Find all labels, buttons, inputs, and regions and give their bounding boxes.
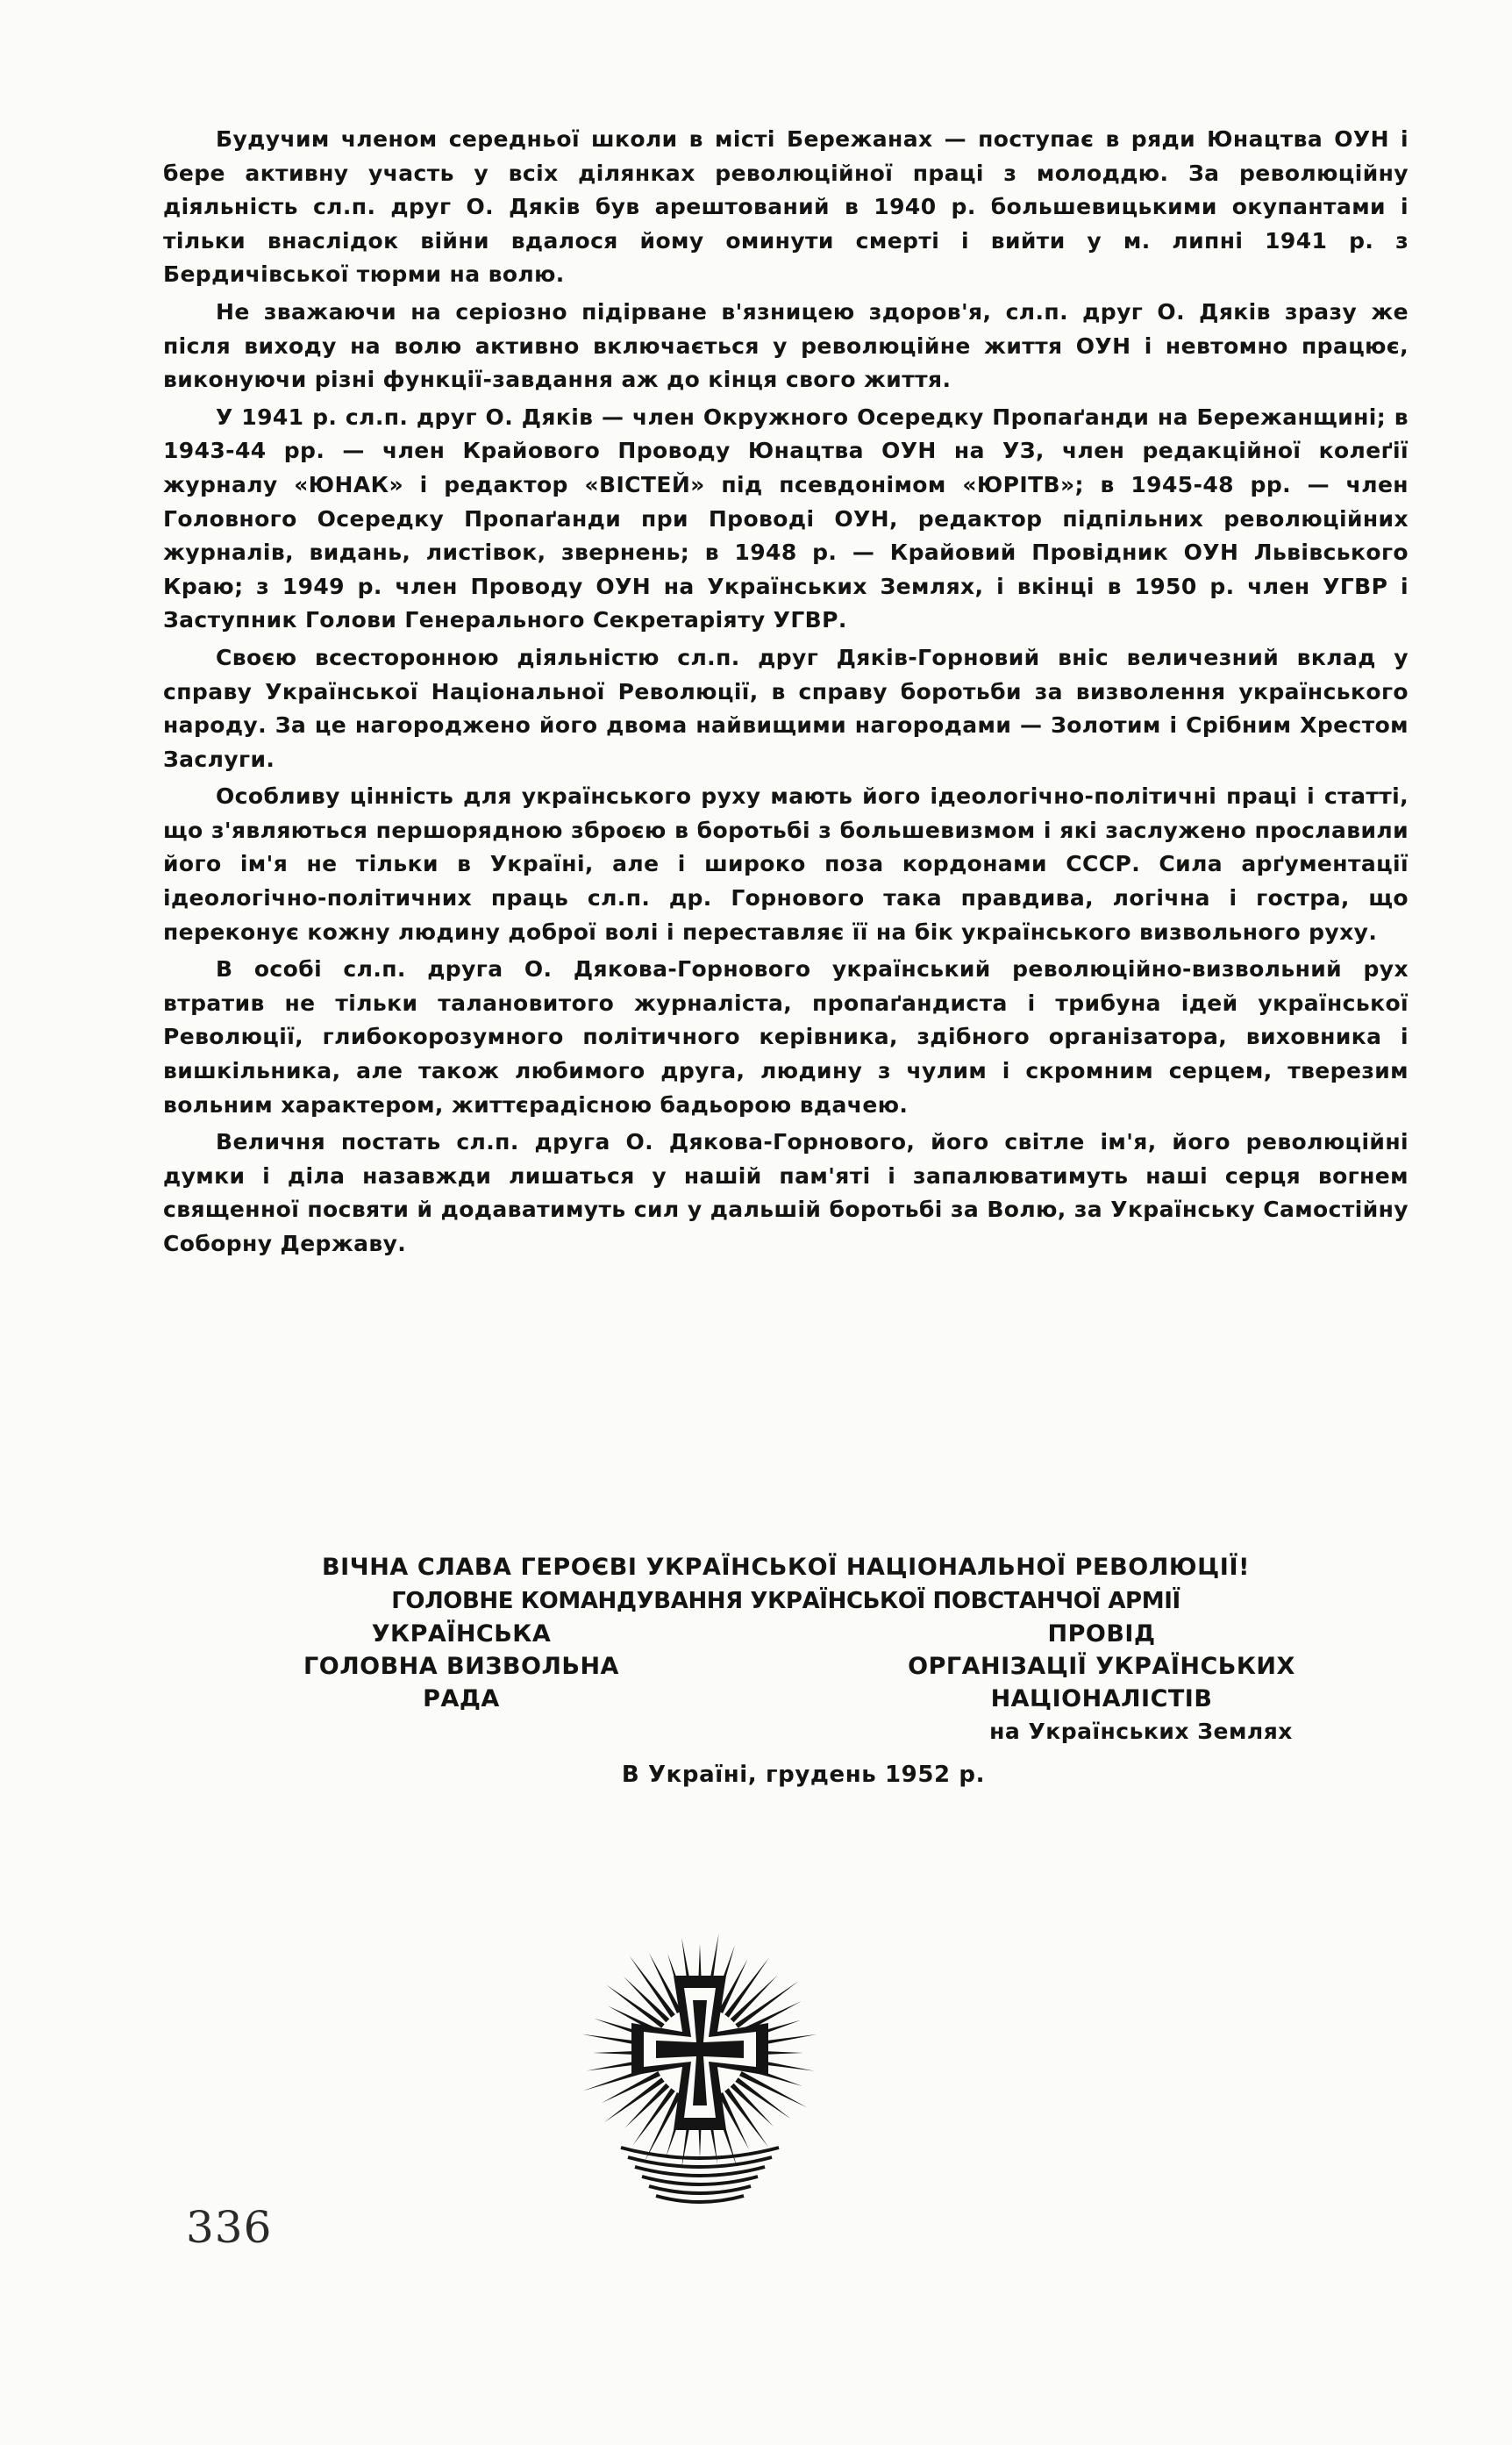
cross-of-merit-emblem-icon: [568, 1921, 831, 2211]
signature-line: НАЦІОНАЛІСТІВ: [990, 1685, 1213, 1712]
paragraph-memory: Величня постать сл.п. друга О. Дякова-Горнового, його світле ім'я, його революційні думки і діла назавжди лишаться у нашій пам'яті і запалюватимуть наші серця вогнем священної посвяти й додаватимуть сил у дальшій боротьбі за Волю, за Українську Самостійну Соборну Державу.: [163, 1129, 1409, 1256]
signature-oun: [830, 1618, 1373, 1748]
body-text: [163, 123, 1409, 1265]
place-and-date: В Україні, грудень 1952 р.: [621, 1762, 986, 1788]
eternal-glory-line: ВІЧНА СЛАВА ГЕРОЄВІ УКРАЇНСЬКОЇ НАЦІОНАЛЬНОЇ РЕВОЛЮЦІЇ!: [321, 1554, 1251, 1581]
upa-command-line: ГОЛОВНЕ КОМАНДУВАННЯ УКРАЇНСЬКОЇ ПОВСТАНЧОЇ АРМІЇ: [391, 1588, 1180, 1614]
paragraph-awards: Своєю всесторонною діяльністю сл.п. друг Дяків-Горновий вніс величезний вклад у справу Української Національної Революції, в справу боротьби за визволення українського народу. За це нагороджено його двома найвищими нагородами — Золотим і Срібним Хрестом Заслуги.: [163, 644, 1409, 772]
emblem-ray: [735, 1981, 798, 2028]
paragraph-revolutionary-life: Не зважаючи на серіозно підірване в'язницею здоров'я, сл.п. друг О. Дяків зразу же після виходу на волю активно включається у революційне життя ОУН і невтомно працює, виконуючи різні функції-завдання аж до кінця свого життя.: [163, 298, 1409, 393]
paragraph-works: Особливу цінність для українського руху мають його ідеологічно-політичні праці і статті, що з'являються першорядною зброєю в боротьбі з большевизмом і які заслужено прославили його ім'я не тільки в Україні, але і широко поза кордонами СССР. Сила арґументації ідеологічно-політичних праць сл.п. др. Горнового така правдива, логічна і гостра, що переконує кожну людину доброї волі і переставляє її на бік українського визвольного руху.: [163, 783, 1409, 945]
emblem-swoosh: [649, 2186, 751, 2193]
signature-line: на Українських Землях: [989, 1719, 1293, 1744]
signature-line: РАДА: [423, 1685, 500, 1712]
signature-line: ПРОВІД: [1047, 1620, 1156, 1648]
signatures: [163, 1618, 1409, 1819]
signature-ugvr: [233, 1618, 689, 1715]
signature-line: УКРАЇНСЬКА: [371, 1620, 552, 1648]
signature-line: ГОЛОВНА ВИЗВОЛЬНА: [303, 1653, 619, 1680]
paragraph-positions: У 1941 р. сл.п. друг О. Дяків — член Окружного Осередку Пропаґанди на Бережанщині; в 1943-44 рр. — член Крайового Проводу Юнацтва ОУН на УЗ, член редакційної колеґії журналу «ЮНАК» і редактор «ВІСТЕЙ» під псевдонімом «ЮРІТВ»; в 1945-48 рр. — член Головного Осередку Пропаґанди при Проводі ОУН, редактор підпільних революційних журналів, видань, листівок, звернень; в 1948 р. — Крайовий Провідник ОУН Львівського Краю; з 1949 р. член Проводу ОУН на Українських Землях, і вкінці в 1950 р. член УГВР і Заступник Голови Генерального Секретаріяту УГВР.: [163, 404, 1409, 633]
signature-line: ОРГАНІЗАЦІЇ УКРАЇНСЬКИХ: [908, 1653, 1295, 1680]
paragraph-loss: В особі сл.п. друга О. Дякова-Горнового український революційно-визвольний рух втратив не тільки талановитого журналіста, пропаґандиста і трибуна ідей української Революції, глибокорозумного політичного керівника, здібного організатора, виховника і вишкільника, але також любимого друга, людину з чулим і скромним серцем, тверезим вольним характером, життєрадісною бадьорою вдачею.: [163, 956, 1409, 1118]
page-number: 336: [186, 2202, 273, 2253]
emblem-swoosh: [656, 2196, 744, 2202]
paragraph-education: Будучим членом середньої школи в місті Бережанах — поступає в ряди Юнацтва ОУН і бере активну участь у всіх ділянках революційної праці з молоддю. За революційну діяльність сл.п. друг О. Дяків був арештований в 1940 р. большевицькими окупантами і тільки внаслідок війни вдалося йому оминути смерті і вийти у м. липні 1941 р. з Бердичівської тюрми на волю.: [163, 126, 1409, 288]
emblem-swoosh: [642, 2177, 758, 2184]
